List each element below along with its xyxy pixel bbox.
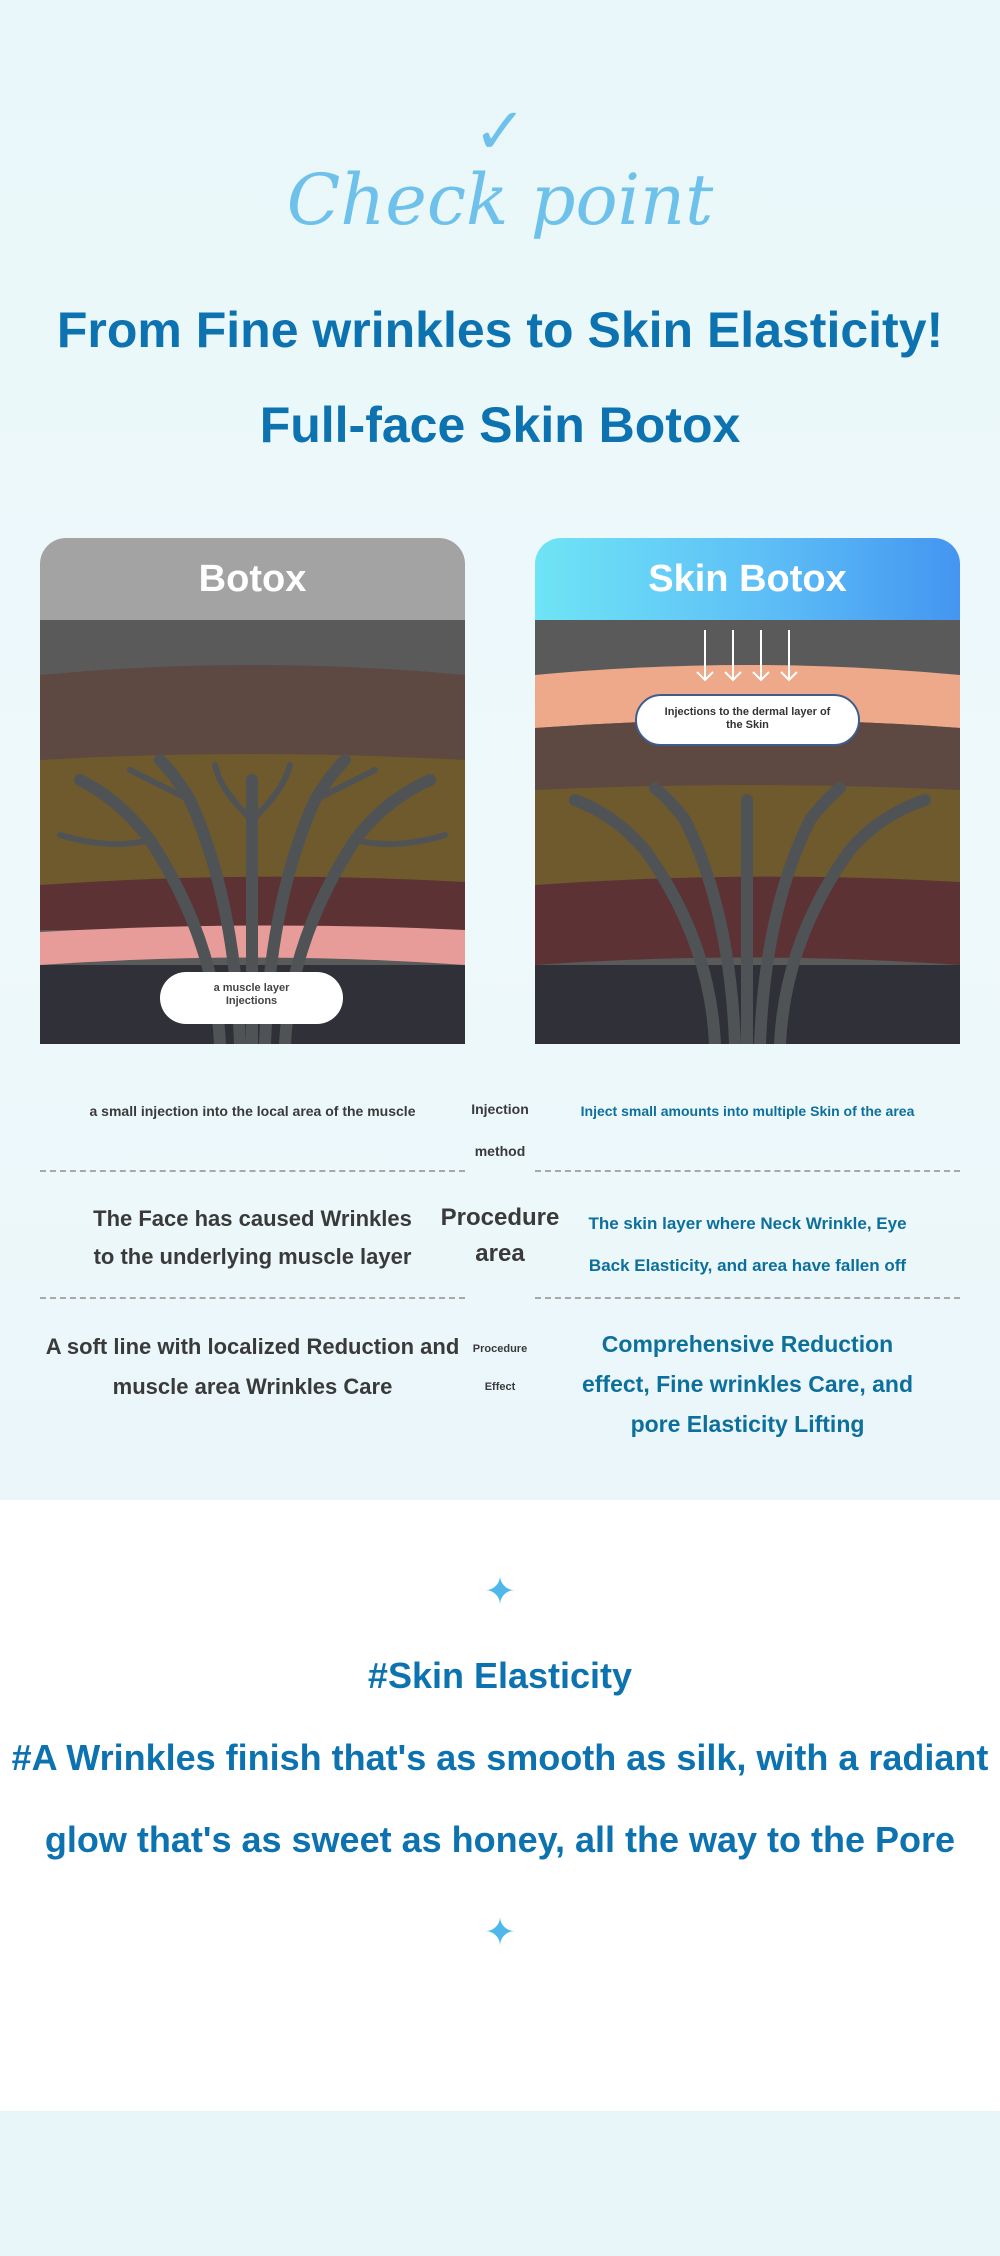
headline-line-1: From Fine wrinkles to Skin Elasticity!: [56, 302, 944, 358]
injection-method-label-line-2: method: [474, 1143, 526, 1159]
procedure-effect-botox-line-1: A soft line with localized Reduction and: [45, 1334, 460, 1359]
skin-botox-card-title: Skin Botox: [648, 558, 847, 600]
procedure-area-skin-botox-line-2: Back Elasticity, and area have fallen off: [588, 1256, 907, 1275]
headline-line-2: Full-face Skin Botox: [259, 397, 741, 453]
dermal-injection-label: [635, 694, 860, 746]
procedure-effect-label-line-2: Effect: [484, 1381, 516, 1393]
row-divider-left-2: [40, 1297, 465, 1299]
injection-method-skin-botox-line: Inject small amounts into multiple Skin of the area: [580, 1103, 915, 1119]
bottom-band: [0, 2111, 1000, 2256]
dermal-injection-label-line-1: Injections to the dermal layer of: [664, 706, 831, 718]
skin-botox-card-header: [535, 538, 960, 620]
hashtag-finish-line-1: #A Wrinkles finish that's as smooth as silk, with a radiant: [11, 1737, 989, 1778]
injection-method-botox: [40, 1103, 465, 1119]
procedure-effect-label: [465, 1330, 535, 1406]
row-divider-left: [40, 1170, 465, 1172]
procedure-effect-label-line-1: Procedure: [472, 1343, 528, 1355]
procedure-effect-skin-botox-line-2: effect, Fine wrinkles Care, and: [581, 1371, 914, 1397]
procedure-area-label-line-2: area: [475, 1240, 525, 1267]
injection-method-skin-botox: [535, 1103, 960, 1119]
procedure-effect-skin-botox-line-1: Comprehensive Reduction: [601, 1331, 894, 1357]
botox-card-title: Botox: [198, 558, 307, 600]
procedure-area-botox: [40, 1200, 465, 1276]
muscle-injection-label: [160, 972, 343, 1024]
check-point-title: Check point: [286, 159, 714, 241]
skin-botox-card: [535, 538, 960, 1044]
injection-method-botox-line: a small injection into the local area of the muscle: [89, 1103, 416, 1119]
row-divider-right-2: [535, 1297, 960, 1299]
procedure-effect-skin-botox: [535, 1324, 960, 1444]
injection-method-label-line-1: Injection: [471, 1101, 529, 1117]
procedure-effect-botox: [40, 1327, 465, 1407]
procedure-area-label-line-1: Procedure: [440, 1204, 560, 1231]
hashtag-finish-line-2: glow that's as sweet as honey, all the way to the Pore: [44, 1819, 956, 1860]
dermal-injection-label-line-2: the Skin: [726, 719, 769, 732]
procedure-area-botox-line-1: The Face has caused Wrinkles: [93, 1206, 412, 1231]
procedure-effect-botox-line-2: muscle area Wrinkles Care: [112, 1374, 393, 1399]
checkmark-icon: ✓: [473, 95, 527, 169]
muscle-injection-label-line-2: Injections: [225, 995, 278, 1008]
procedure-effect-skin-botox-line-3: pore Elasticity Lifting: [630, 1411, 865, 1437]
procedure-area-skin-botox: [535, 1203, 960, 1287]
procedure-area-skin-botox-line-1: The skin layer where Neck Wrinkle, Eye: [588, 1214, 907, 1233]
botox-card-header: [40, 538, 465, 620]
sparkle-icon: ✦: [484, 1569, 516, 1613]
row-divider-right: [535, 1170, 960, 1172]
injection-method-label: [465, 1088, 535, 1172]
procedure-area-botox-line-2: to the underlying muscle layer: [93, 1244, 412, 1269]
botox-card: [40, 538, 465, 1044]
muscle-injection-label-line-1: a muscle layer: [213, 982, 290, 994]
hashtag-skin-elasticity: #Skin Elasticity: [367, 1655, 633, 1696]
dermal-layer-illustration: [535, 620, 960, 1044]
sparkle-icon: ✦: [484, 1910, 516, 1954]
